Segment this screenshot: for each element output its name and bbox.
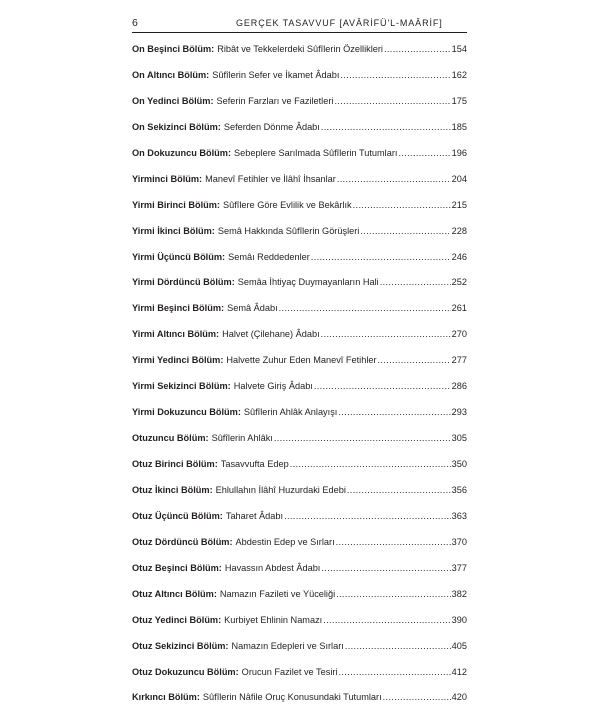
dot-leader [274, 431, 451, 445]
chapter-title: Halvete Giriş Âdabı [233, 381, 313, 392]
toc-entry [132, 353, 467, 379]
chapter-label: Yirmi Birinci Bölüm: [132, 199, 220, 210]
chapter-label: Yirmi Beşinci Bölüm: [132, 303, 225, 314]
toc-entry [132, 690, 467, 716]
chapter-title: Sûfîlerin Ahlâkı [211, 433, 273, 444]
dot-leader [340, 68, 450, 82]
chapter-title: Halvette Zuhur Eden Manevî Fetihler [226, 355, 377, 366]
toc-entry [132, 301, 467, 327]
chapter-title: Tasavvufta Edep [220, 459, 289, 469]
chapter-label: Kırkıncı Bölüm: [132, 692, 200, 703]
chapter-label: On Altıncı Bölüm: [132, 69, 210, 80]
toc-entry [132, 172, 467, 198]
dot-leader [336, 587, 451, 601]
chapter-title: Manevî Fetihler ve İlâhî İhsanlar [205, 173, 336, 184]
toc-entry [132, 68, 467, 94]
chapter-title: Sûfîlere Göre Evlilik ve Bekârlık [222, 199, 352, 210]
dot-leader [338, 405, 450, 419]
page-reference: 363 [451, 510, 467, 521]
dot-leader [383, 690, 451, 704]
page-reference: 252 [451, 277, 467, 288]
chapter-label: On Beşinci Bölüm: [132, 44, 215, 54]
chapter-label: Yirmi İkinci Bölüm: [132, 225, 215, 236]
toc-entry [132, 509, 467, 535]
dot-leader [279, 301, 451, 315]
chapter-label: Yirmi Altıncı Bölüm: [132, 329, 220, 340]
dot-leader [337, 172, 451, 186]
chapter-title: Semâı Reddedenler [228, 251, 310, 262]
page-reference: 270 [451, 329, 467, 340]
chapter-title: Sûfîlerin Ahlâk Anlayışı [243, 407, 338, 418]
chapter-title: Orucun Fazilet ve Tesiri [241, 666, 338, 677]
chapter-label: Yirmi Dokuzuncu Bölüm: [132, 407, 241, 418]
chapter-label: Otuz Sekizinci Bölüm: [132, 640, 229, 651]
toc-entry [132, 198, 467, 224]
toc-entry [132, 535, 467, 561]
dot-leader [334, 94, 450, 108]
chapter-label: On Dokuzuncu Bölüm: [132, 147, 232, 158]
dot-leader [321, 561, 450, 575]
toc-entry [132, 639, 467, 665]
chapter-label: Otuzuncu Bölüm: [132, 433, 209, 444]
dot-leader [314, 379, 451, 393]
chapter-title: Sûfîlerin Sefer ve İkamet Âdabı [212, 69, 340, 80]
dot-leader [398, 146, 450, 160]
page-reference: 277 [451, 355, 467, 366]
dot-leader [339, 665, 451, 679]
dot-leader [323, 613, 450, 627]
chapter-label: Otuz Üçüncü Bölüm: [132, 510, 223, 521]
chapter-title: Semâ Hakkında Sûfîlerin Görüşleri [217, 225, 360, 236]
page-reference: 175 [451, 95, 467, 106]
chapter-label: Otuz Yedinci Bölüm: [132, 614, 222, 625]
toc-entry [132, 613, 467, 639]
chapter-title: Sebeplere Sarılmada Sûfîlerin Tutumları [234, 147, 398, 158]
toc-entry [132, 224, 467, 250]
chapter-title: Taharet Âdabı [225, 510, 284, 521]
page-reference: 293 [451, 407, 467, 418]
page-reference: 382 [451, 588, 467, 599]
chapter-label: Otuz Altıncı Bölüm: [132, 588, 217, 599]
page-number: 6 [132, 17, 138, 29]
chapter-title: Abdestin Edep ve Sırları [235, 536, 335, 547]
chapter-title: Ribât ve Tekkelerdeki Sûfîlerin Özellikleri [217, 44, 383, 54]
page-reference: 420 [451, 692, 467, 703]
page-reference: 286 [451, 381, 467, 392]
toc-entry [132, 250, 467, 276]
chapter-label: Yirmi Sekizinci Bölüm: [132, 381, 231, 392]
chapter-title: Semâ Âdabı [227, 303, 278, 314]
page-reference: 162 [451, 69, 467, 80]
toc-entry [132, 405, 467, 431]
chapter-title: Ehlullahın İlâhî Huzurdaki Edebi [215, 484, 346, 495]
page-reference: 185 [451, 121, 467, 132]
page-reference: 405 [451, 640, 467, 651]
chapter-title: Sûfîlerin Nâfile Oruç Konusundaki Tutumları [202, 692, 382, 703]
toc-entry [132, 431, 467, 457]
toc-entry [132, 146, 467, 172]
toc-entry [132, 457, 467, 483]
chapter-title: Semâa İhtiyaç Duymayanların Hali [237, 277, 379, 288]
page-reference: 154 [451, 44, 467, 54]
chapter-label: Otuz Dördüncü Bölüm: [132, 536, 233, 547]
page-reference: 261 [451, 303, 467, 314]
page-reference: 228 [451, 225, 467, 236]
dot-leader [321, 120, 451, 134]
dot-leader [321, 327, 451, 341]
chapter-label: Yirminci Bölüm: [132, 173, 203, 184]
page-reference: 370 [451, 536, 467, 547]
chapter-title: Namazın Fazileti ve Yüceliği [219, 588, 336, 599]
page-reference: 356 [451, 484, 467, 495]
chapter-title: Halvet (Çilehane) Âdabı [222, 329, 320, 340]
book-title: GERÇEK TASAVVUF [AVÂRİFÜ'L-MAÂRİF] [236, 18, 443, 28]
dot-leader [384, 42, 451, 56]
toc-entry [132, 42, 467, 68]
page-header [132, 17, 467, 31]
dot-leader [380, 275, 451, 289]
dot-leader [284, 509, 451, 523]
chapter-label: Yirmi Üçüncü Bölüm: [132, 251, 226, 262]
toc-entry [132, 379, 467, 405]
page-reference: 204 [451, 173, 467, 184]
page-reference: 246 [451, 251, 467, 262]
chapter-label: Otuz Dokuzuncu Bölüm: [132, 666, 239, 677]
page-reference: 412 [451, 666, 467, 677]
toc-entry [132, 275, 467, 301]
chapter-label: On Sekizinci Bölüm: [132, 121, 221, 132]
toc-entry [132, 120, 467, 146]
toc-entry [132, 483, 467, 509]
toc-entry [132, 665, 467, 691]
chapter-title: Seferden Dönme Âdabı [223, 121, 320, 132]
dot-leader [378, 353, 451, 367]
header-rule [132, 32, 467, 33]
chapter-title: Namazın Edepleri ve Sırları [231, 640, 344, 651]
table-of-contents [132, 42, 467, 716]
chapter-title: Seferin Farzları ve Faziletleri [216, 95, 334, 106]
chapter-label: On Yedinci Bölüm: [132, 95, 214, 106]
dot-leader [336, 535, 451, 549]
page-reference: 196 [451, 147, 467, 158]
dot-leader [353, 198, 451, 212]
page-reference: 305 [451, 433, 467, 444]
chapter-label: Yirmi Dördüncü Bölüm: [132, 277, 235, 288]
page-reference: 390 [451, 614, 467, 625]
chapter-title: Kurbiyet Ehlinin Namazı [224, 614, 323, 625]
toc-entry [132, 561, 467, 587]
dot-leader [290, 457, 451, 471]
dot-leader [360, 224, 450, 238]
dot-leader [345, 639, 451, 653]
chapter-label: Otuz Beşinci Bölüm: [132, 562, 222, 573]
page-reference: 215 [451, 199, 467, 210]
dot-leader [347, 483, 451, 497]
chapter-label: Otuz Birinci Bölüm: [132, 459, 218, 469]
chapter-label: Otuz İkinci Bölüm: [132, 484, 213, 495]
page-reference: 350 [451, 459, 467, 469]
toc-entry [132, 327, 467, 353]
chapter-title: Havassın Abdest Âdabı [224, 562, 321, 573]
chapter-label: Yirmi Yedinci Bölüm: [132, 355, 224, 366]
dot-leader [311, 250, 451, 264]
page-reference: 377 [451, 562, 467, 573]
toc-entry [132, 94, 467, 120]
